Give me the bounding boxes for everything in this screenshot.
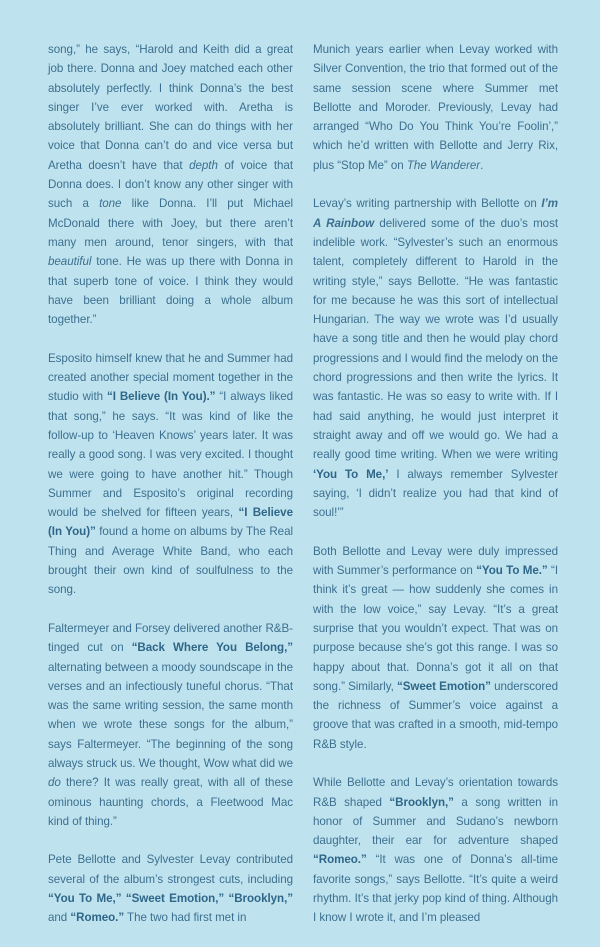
emphasis-text: depth [189, 158, 218, 172]
body-text: Faltermeyer and Forsey delivered another R&B-tinged cut on [48, 621, 293, 655]
emphasis-text: The Wanderer [406, 158, 481, 172]
body-text: Both Bellotte and Levay were duly impressed with Summer’s performance on [313, 544, 558, 578]
body-text: a song written in honor of Summer and Sudano’s newborn daughter, their ear for adventure shaped [313, 795, 558, 848]
paragraph [48, 349, 293, 600]
song-title: “You To Me.” [476, 564, 548, 578]
body-text: While Bellotte and Levay’s orientation towards R&B shaped [313, 776, 558, 809]
song-title: “Romeo.” [313, 853, 367, 867]
emphasis-text: do [48, 776, 61, 790]
paragraph [48, 619, 293, 831]
paragraph [48, 40, 293, 329]
song-title: “I Believe (In You)” [48, 506, 293, 539]
song-title: “Back Where You Belong,” [131, 641, 293, 655]
body-text: Pete Bellotte and Sylvester Levay contributed several of the album’s strongest cuts, including [48, 853, 293, 886]
body-text: “I always liked that song,” he says. “It was kind of like the follow-up to ‘Heaven Knows’ years later. It was really a good song. I was very excited. I thought we were going to have another hit.” Though Summer and Esposito’s original recording would be shelved for fifteen years, [48, 390, 293, 520]
song-title: ‘You To Me,’ [313, 467, 389, 481]
right-column [313, 40, 558, 947]
paragraph [48, 850, 293, 927]
album-title: I’m A Rainbow [313, 197, 558, 230]
body-text: “It was one of Donna’s all-time favorite songs,” says Bellotte. “It’s quite a weird rhythm. It’s that jerky pop kind of thing. Although I know I wrote it, and I’m pleased [313, 853, 558, 925]
paragraph [313, 40, 558, 175]
paragraph [313, 773, 558, 927]
paragraph [313, 542, 558, 754]
body-text: of voice that Donna does. I don’t know any other singer with such a [48, 158, 293, 211]
body-text: delivered some of the duo’s most indelible work. “Sylvester’s such an enormous talent, completely different to Harold in the writing style,” says Bellotte. “He was fantastic for me because he was this sort of intellectual Hungarian. The way we wrote was I’d usually have a song title and then he would play chord progressions and I would find the melody on the chord progressions and then write the lyrics. It was fantastic. He was so easy to write with. If I had said anything, he would just interpret it straight away and off we would go. We had a really good time writing. When we were writing [313, 216, 558, 462]
body-text: underscored the richness of Summer’s voice against a groove that was crafted in a smooth, mid-tempo R&B style. [313, 679, 558, 751]
body-text: “I think it’s great — how suddenly she comes in with the low voice,” say Levay. “It’s a great surprise that you wouldn’t expect. That was on purpose because she’s got this range. I was so happy about that. Donna’s got it all on that song.” Similarly, [313, 564, 559, 693]
emphasis-text: beautiful [48, 255, 92, 269]
song-title: “Sweet Emotion” [396, 679, 491, 693]
body-text: Esposito himself knew that he and Summer had created another special moment together in the studio with [48, 351, 293, 404]
body-text: I always remember Sylvester saying, ‘I didn’t realize you had that kind of soul!’” [313, 467, 558, 520]
body-text: Levay’s writing partnership with Bellotte on [313, 197, 542, 211]
body-text: there? It was really great, with all of these ominous haunting chords, a Fleetwood Mac kind of thing.” [48, 776, 293, 828]
song-title: “I Believe (In You).” [106, 390, 216, 404]
body-text: alternating between a moody soundscape in the verses and an infectiously tuneful chorus. “That was the same writing session, the same month when we wrote these songs for the album,” says Faltermeyer. “The beginning of the song always struck us. We thought, Wow what did we [48, 660, 293, 770]
left-column [48, 40, 293, 947]
emphasis-text: tone [99, 197, 122, 211]
body-text: song,” he says, “Harold and Keith did a great job there. Donna and Joey matched each other absolutely perfectly. I think Donna’s the best singer I’ve ever worked with. Aretha is absolutely brilliant. She can do things with her voice that Donna can’t do and vice versa but Aretha doesn’t have that [48, 43, 293, 172]
song-title: “You To Me,” “Sweet Emotion,” “Brooklyn,” [48, 892, 293, 906]
body-text: found a home on albums by The Real Thing and Average White Band, who each brought their own kind of soulfulness to the song. [48, 525, 293, 597]
body-text: like Donna. I’ll put Michael McDonald there with Joey, but there aren’t many men around, tenor singers, with that [48, 197, 294, 249]
body-text: tone. He was up there with Donna in that superb tone of voice. I think they would have been brilliant doing a whole album together.” [48, 255, 293, 327]
song-title: “Romeo.” [70, 911, 125, 925]
body-text: Munich years earlier when Levay worked with Silver Convention, the trio that formed out of the same session scene where Summer met Bellotte and Moroder. Previously, Levay had arranged “Who Do You Think You’re Foolin’,” which he’d written with Bellotte and Jerry Rix, plus “Stop Me” on [313, 43, 558, 172]
body-text: and [48, 911, 71, 925]
body-text: . [480, 158, 484, 172]
paragraph [313, 194, 558, 522]
body-text: The two had first met in [124, 911, 247, 925]
song-title: “Brooklyn,” [389, 795, 454, 809]
